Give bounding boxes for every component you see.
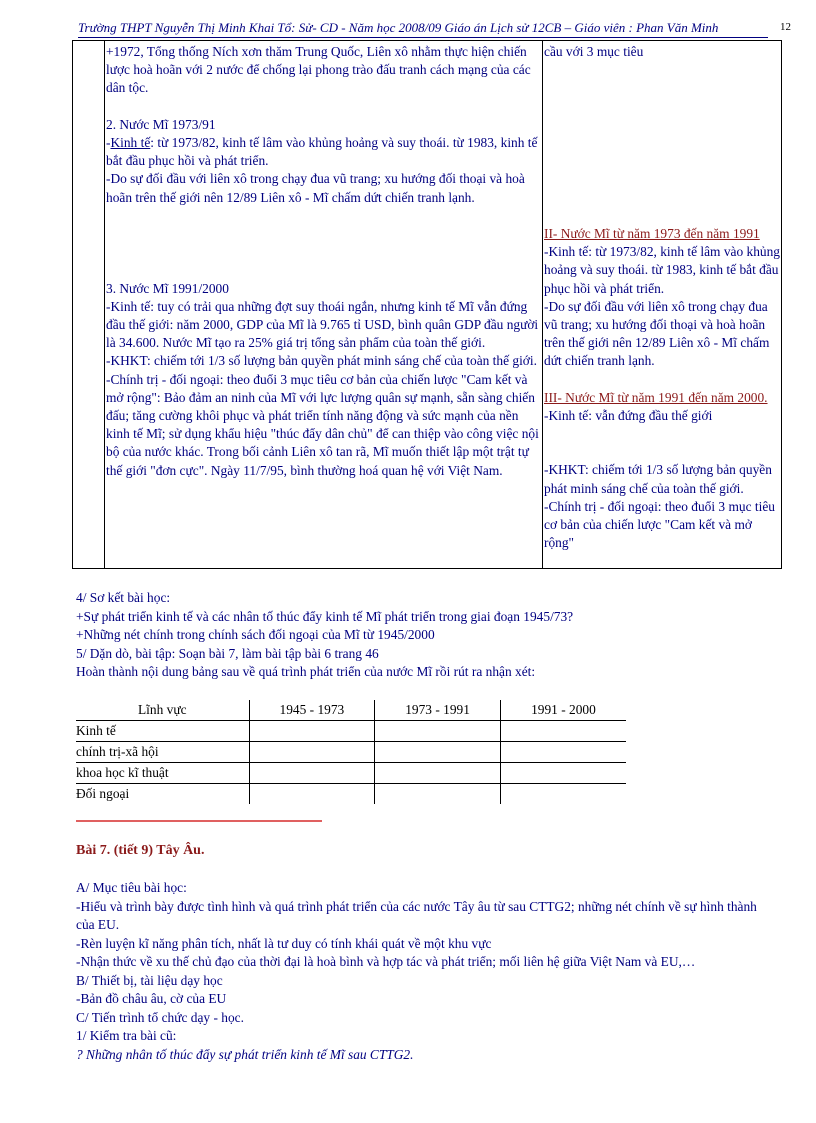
kinh-te-rest: : từ 1973/82, kinh tế lâm vào khủng hoảng và suy thoái. từ 1983, kinh tế bắt đầu phục hồi và phát triển. bbox=[106, 135, 538, 169]
objectives-heading: A/ Mục tiêu bài học: bbox=[76, 880, 187, 895]
section-divider bbox=[76, 820, 322, 822]
row-label: Kinh tế bbox=[76, 721, 249, 742]
column-divider bbox=[542, 41, 543, 568]
table-cell bbox=[249, 784, 375, 805]
objective-1: -Hiểu và trình bày được tình hình và quá trình phát triển của các nước Tây âu từ sau CTTG2; những nét chính về sự hình thành của EU. bbox=[76, 898, 757, 932]
lesson-objectives bbox=[76, 879, 776, 1064]
row-label: Đối ngoại bbox=[76, 786, 130, 801]
table-row bbox=[76, 742, 626, 763]
notes-column bbox=[544, 43, 780, 553]
note-heading-ii: II- Nước Mĩ từ năm 1973 đến năm 1991 bbox=[544, 225, 760, 241]
procedure-heading: C/ Tiến trình tổ chức dạy - học. bbox=[76, 1009, 244, 1025]
table-cell bbox=[375, 721, 501, 742]
kinh-te-label: Kinh tế bbox=[110, 135, 151, 150]
summary-q2: +Những nét chính trong chính sách đối ngoại của Mĩ từ 1945/2000 bbox=[76, 627, 435, 642]
header-cell: 1991 - 2000 bbox=[500, 700, 626, 721]
comparison-table bbox=[76, 700, 626, 804]
check-heading: 1/ Kiểm tra bài cũ: bbox=[76, 1028, 177, 1043]
note-chinh-tri-iii: -Chính trị - đối ngoại: theo đuổi 3 mục tiêu cơ bản của chiến lược "Cam kết và mở rộng" bbox=[544, 498, 775, 551]
paragraph-kinh-te-1973: -Kinh tế: từ 1973/82, kinh tế lâm vào khủng hoảng và suy thoái. từ 1983, kinh tế bắt đầu phục hồi và phát triển. bbox=[106, 135, 538, 169]
table-cell bbox=[375, 784, 501, 805]
paragraph-1972: +1972, Tổng thống Ních xơn thăm Trung Quốc, Liên xô nhằm thực hiện chiến lược hoà hoãn với 2 nước để chống lại phong trào đấu tranh cách mạng của các dân tộc. bbox=[106, 44, 531, 96]
objective-2: -Rèn luyện kĩ năng phân tích, nhất là tư duy có tính khái quát về một khu vực bbox=[76, 935, 492, 951]
homework-instruction: Hoàn thành nội dung bảng sau về quá trình phát triển của nước Mĩ rồi rút ra nhận xét: bbox=[76, 664, 536, 679]
note-khkt-iii: -KHKT: chiếm tới 1/3 số lượng bản quyền phát minh sáng chế của toàn thế giới. bbox=[544, 462, 772, 496]
content-column bbox=[106, 43, 541, 480]
paragraph-khkt: -KHKT: chiếm tới 1/3 số lượng bản quyền phát minh sáng chế của toàn thế giới. bbox=[106, 353, 537, 369]
objective-3: -Nhận thức về xu thế chủ đạo của thời đại là hoà bình và hợp tác và phát triển; mối liên hệ giữa Việt Nam và EU,… bbox=[76, 954, 696, 969]
table-cell bbox=[500, 763, 626, 784]
homework-line: 5/ Dặn dò, bài tập: Soạn bài 7, làm bài tập bài 6 trang 46 bbox=[76, 645, 379, 661]
table-cell bbox=[500, 784, 626, 805]
header-cell: 1945 - 1973 bbox=[249, 700, 375, 721]
table-cell bbox=[500, 721, 626, 742]
summary-q1: +Sự phát triển kinh tế và các nhân tố thúc đẩy kinh tế Mĩ phát triển trong giai đoạn 1945/73? bbox=[76, 608, 574, 624]
paragraph-doi-dau: -Do sự đối đầu với liên xô trong chạy đua vũ trang; xu hướng đối thoại và hoà hoãn trên thế giới nên 12/89 Liên xô - Mĩ chấm dứt chiến tranh lạnh. bbox=[106, 171, 525, 205]
lesson-table bbox=[72, 40, 782, 569]
row-label: khoa học kĩ thuật bbox=[76, 763, 249, 784]
table-header-row bbox=[76, 700, 626, 721]
equipment-item: -Bản đồ châu âu, cờ của EU bbox=[76, 991, 227, 1006]
header-cell: Lĩnh vực bbox=[76, 700, 249, 721]
page-header: Trường THPT Nguyễn Thị Minh Khai Tổ: Sử- CD - Năm học 2008/09 Giáo án Lịch sử 12CB – Giáo viên : Phan Văn Minh bbox=[78, 20, 768, 38]
note-heading-iii: III- Nước Mĩ từ năm 1991 đến năm 2000. bbox=[544, 389, 768, 405]
heading-my-1991-2000: 3. Nước Mĩ 1991/2000 bbox=[106, 280, 229, 296]
note-doi-dau-ii: -Do sự đối đầu với liên xô trong chạy đua vũ trang; xu hướng đối thoại và hoà hoãn trên thế giới nên 12/89 Liên xô - Mĩ chấm dứt chiến tranh lạnh. bbox=[544, 298, 770, 369]
lesson-title: Bài 7. (tiết 9) Tây Âu. bbox=[76, 843, 205, 858]
table-cell bbox=[375, 763, 501, 784]
summary-section bbox=[76, 589, 776, 682]
table-cell bbox=[375, 742, 501, 763]
review-question: ? Những nhân tố thúc đẩy sự phát triển kinh tế Mĩ sau CTTG2. bbox=[76, 1046, 414, 1062]
table-cell bbox=[249, 742, 375, 763]
table-cell bbox=[500, 742, 626, 763]
header-cell: 1973 - 1991 bbox=[375, 700, 501, 721]
paragraph-chinh-tri: -Chính trị - đối ngoại: theo đuổi 3 mục tiêu cơ bản của chiến lược "Cam kết và mở rộng": Bảo đảm an ninh của Mĩ với lực lượng quân sự mạnh, sẵn sàng chiến đấu; tăng cường khôi phục và phát triển tính năng động và sức mạnh của nền kinh tế Mĩ; sử dụng khẩu hiệu "thúc đẩy dân chủ" để can thiệp vào công việc nội bộ của nước khác. Trong bối cảnh Liên xô tan rã, Mĩ muốn thiết lập một trật tự thế giới "đơn cực". Ngày 11/7/95, bình thường hoá quan hệ với Việt Nam. bbox=[106, 371, 539, 478]
summary-heading: 4/ Sơ kết bài học: bbox=[76, 590, 171, 605]
note-top: cầu với 3 mục tiêu bbox=[544, 44, 644, 59]
page-number: 12 bbox=[780, 21, 791, 33]
note-kinh-te-ii: -Kinh tế: từ 1973/82, kinh tế lâm vào khủng hoảng và suy thoái. từ 1983, kinh tế bắt đầu phục hồi và phát triển. bbox=[544, 244, 780, 296]
note-kinh-te-iii: -Kinh tế: vẫn đứng đầu thế giới bbox=[544, 407, 713, 423]
table-row bbox=[76, 763, 626, 784]
table-row bbox=[76, 721, 626, 742]
column-divider bbox=[104, 41, 105, 568]
paragraph-kinh-te-1991: -Kinh tế: tuy có trải qua những đợt suy thoái ngắn, nhưng kinh tế Mĩ vẫn đứng đầu thế giới: năm 2000, GDP của Mĩ là 9.765 tỉ USD, bình quân GDP đầu người là 34.600. Nước Mĩ tạo ra 25% giá trị tổng sản phẩm của toàn thế giới. bbox=[106, 298, 539, 351]
table-cell bbox=[249, 763, 375, 784]
equipment-heading: B/ Thiết bị, tài liệu dạy học bbox=[76, 972, 223, 988]
table-row bbox=[76, 784, 626, 805]
row-label: chính trị-xã hội bbox=[76, 742, 249, 763]
heading-my-1973-91: 2. Nước Mĩ 1973/91 bbox=[106, 116, 216, 132]
table-cell bbox=[249, 721, 375, 742]
